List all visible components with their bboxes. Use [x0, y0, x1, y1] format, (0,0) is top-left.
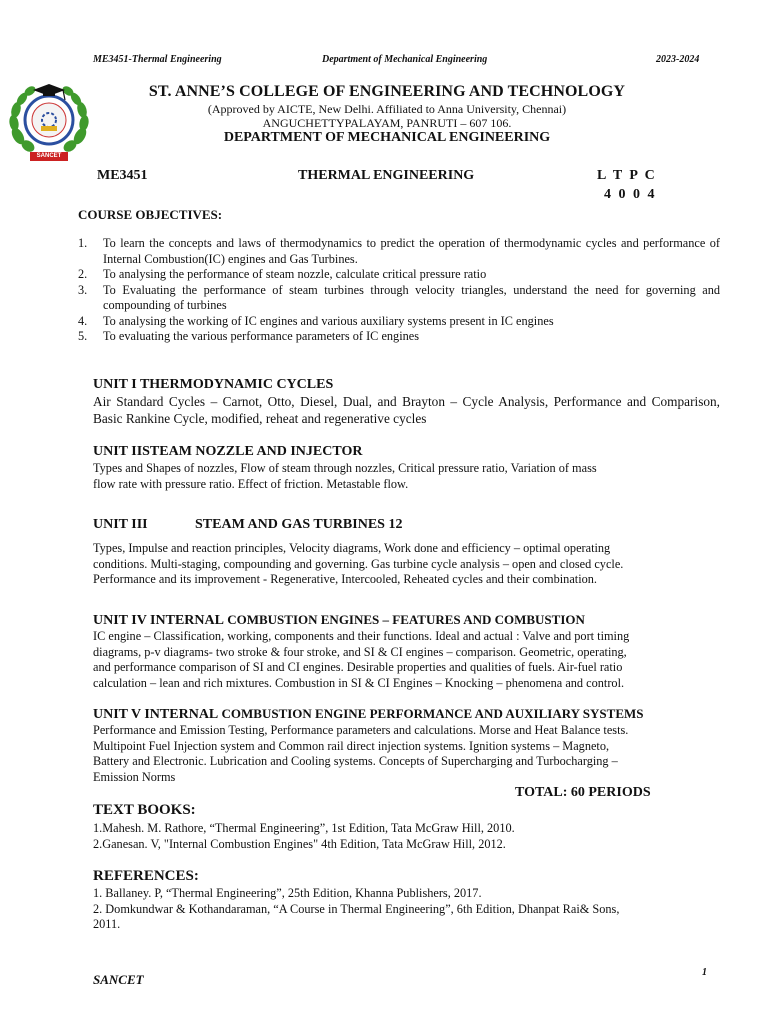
- unit-1-title: UNIT I THERMODYNAMIC CYCLES: [93, 377, 334, 392]
- objective-item: 3. To Evaluating the performance of steam turbines through velocity triangles, understand the need for governing and compounding of turbines: [78, 282, 720, 312]
- unit-3-title: STEAM AND GAS TURBINES 12: [195, 517, 403, 532]
- textbooks-list: [93, 821, 720, 852]
- course-title: THERMAL ENGINEERING: [298, 168, 475, 183]
- textbooks-heading: TEXT BOOKS:: [93, 802, 196, 818]
- department-title: DEPARTMENT OF MECHANICAL ENGINEERING: [223, 130, 551, 145]
- reference-item: 2. Domkundwar & Kothandaraman, “A Course in Thermal Engineering”, 6th Edition, Dhanpat Rai& Sons, 2011.: [93, 901, 620, 931]
- college-approval: (Approved by AICTE, New Delhi. Affiliated to Anna University, Chennai): [207, 102, 567, 116]
- references-heading: REFERENCES:: [93, 868, 199, 884]
- unit-2-body: Types and Shapes of nozzles, Flow of steam through nozzles, Critical pressure ratio, Variation of mass flow rate with pressure ratio. Effect of friction. Metastable flow.: [93, 461, 597, 491]
- header-course: ME3451-Thermal Engineering: [93, 54, 222, 65]
- textbook-item: 1.Mahesh. M. Rathore, “Thermal Engineering”, 1st Edition, Tata McGraw Hill, 2010.: [93, 821, 515, 835]
- unit-3-label: UNIT III: [93, 517, 148, 532]
- course-code: ME3451: [97, 168, 148, 183]
- textbook-item: 2.Ganesan. V, "Internal Combustion Engines" 4th Edition, Tata McGraw Hill, 2012.: [93, 836, 506, 851]
- objectives-heading: COURSE OBJECTIVES:: [78, 207, 223, 222]
- total-periods: TOTAL: 60 PERIODS: [515, 785, 651, 800]
- ltpc-values: 4 0 0 4: [604, 187, 655, 202]
- objective-item: 4. To analysing the working of IC engines and various auxiliary systems present in IC engines: [78, 313, 554, 328]
- unit-3-body: Types, Impulse and reaction principles, Velocity diagrams, Work done and efficiency – optimal operating conditions. Multi-staging, compounding and governing. Gas turbine cycle analysis – open and closed cycle. Performance and its improvement - Regenerative, Intercooled, Reheated cycles and their combination.: [93, 541, 624, 586]
- ltpc-label: L T P C: [597, 168, 655, 183]
- header-year: 2023-2024: [656, 54, 700, 65]
- footer-institution: SANCET: [93, 972, 144, 987]
- college-address: ANGUCHETTYPALAYAM, PANRUTI – 607 106.: [262, 116, 512, 130]
- reference-item: 1. Ballaney. P, “Thermal Engineering”, 25th Edition, Khanna Publishers, 2017.: [93, 886, 482, 900]
- page-number: 1: [702, 967, 707, 978]
- unit-1-body: Air Standard Cycles – Carnot, Otto, Diesel, Dual, and Brayton – Cycle Analysis, Performance and Comparison, Basic Rankine Cycle, modified, reheat and regenerative cycles: [93, 394, 720, 426]
- objectives-list: [78, 236, 720, 345]
- unit-5-body: Performance and Emission Testing, Performance parameters and calculations. Morse and Heat Balance tests. Multipoint Fuel Injection system and Common rail direct injection systems. Ignition systems – Magneto, Battery and Electronic. Lubrication and Cooling systems. Concepts of Supercharging and Turbocharging – Emission Norms: [93, 723, 629, 784]
- unit-2-title: UNIT IISTEAM NOZZLE AND INJECTOR: [93, 444, 363, 459]
- college-name: ST. ANNE’S COLLEGE OF ENGINEERING AND TECHNOLOGY: [148, 83, 626, 100]
- objective-item: 1. To learn the concepts and laws of thermodynamics to predict the operation of thermodynamic cycles and performance of Internal Combustion(IC) engines and Gas Turbines.: [78, 236, 720, 266]
- unit-4-body: IC engine – Classification, working, components and their functions. Ideal and actual : Valve and port timing diagrams, p-v diagrams- two stroke & four stroke, and SI & CI engines – comparison. Geometric, operating, and performance comparison of SI and CI engines. Desirable properties and qualities of fuels. Air-fuel ratio calculation – lean and rich mixtures. Combustion in SI & CI Engines – Knocking – phenomena and control.: [93, 629, 630, 690]
- logo-banner-text: SANCET: [36, 153, 62, 159]
- references-list: [93, 886, 720, 933]
- college-logo: [8, 78, 90, 164]
- objective-item: 2. To analysing the performance of steam nozzle, calculate critical pressure ratio: [78, 267, 487, 281]
- header-department: Department of Mechanical Engineering: [322, 54, 488, 65]
- unit-5-title: UNIT V INTERNAL COMBUSTION ENGINE PERFORMANCE AND AUXILIARY SYSTEMS: [93, 706, 644, 722]
- objective-item: 5. To evaluating the various performance parameters of IC engines: [78, 329, 420, 343]
- unit-4-title: UNIT IV INTERNAL COMBUSTION ENGINES – FEATURES AND COMBUSTION: [93, 612, 585, 628]
